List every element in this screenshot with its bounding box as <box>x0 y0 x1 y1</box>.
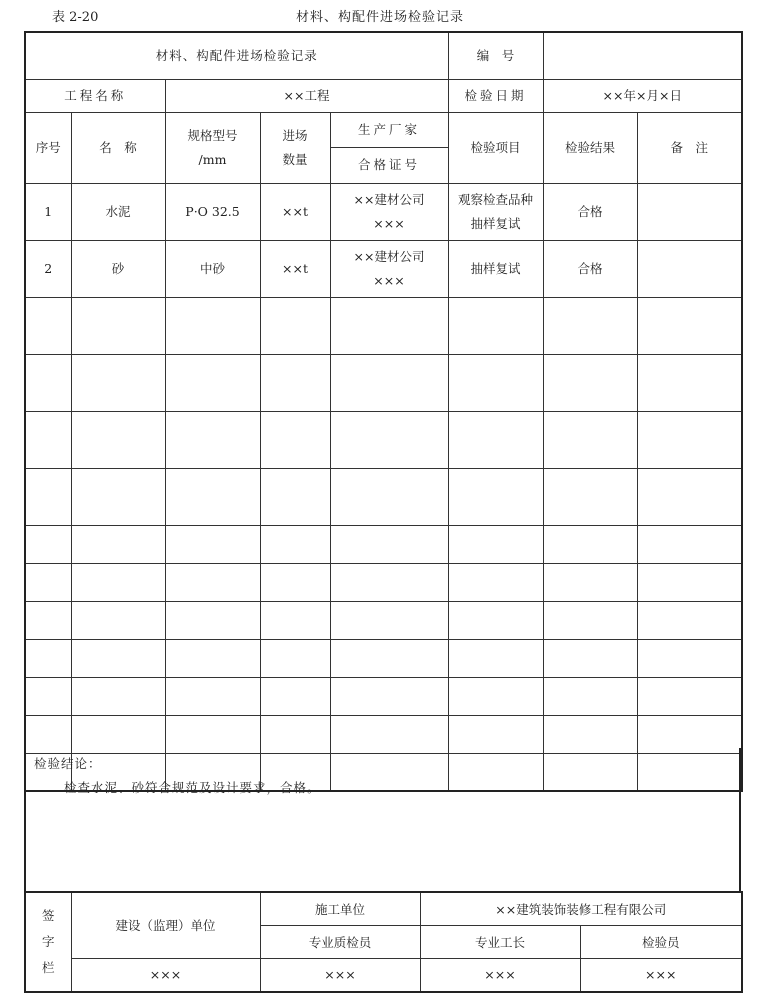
contractor-value[interactable]: ××建筑装饰装修工程有限公司 <box>420 892 742 925</box>
contractor-label: 施工单位 <box>260 892 420 925</box>
conclusion-label: 检验结论： <box>34 756 102 771</box>
conclusion-box[interactable] <box>24 748 741 891</box>
cell-item-line1: 抽样复试 <box>470 260 521 276</box>
cell-maker-cert[interactable] <box>330 183 448 240</box>
table-row-empty[interactable] <box>25 639 742 677</box>
table-row <box>25 183 742 240</box>
signature-char-3: 栏 <box>41 960 55 976</box>
cell-cert: ××× <box>373 272 405 288</box>
signature-table <box>24 891 743 993</box>
col-qty-line1: 进场 <box>282 127 308 143</box>
inspection-date-label: 检验日期 <box>448 79 543 112</box>
table-number: 表 2-20 <box>52 10 99 25</box>
cell-item-line2: 抽样复试 <box>470 215 521 231</box>
col-result: 检验结果 <box>543 112 637 183</box>
inspector-label: 检验员 <box>580 925 742 958</box>
cell-spec[interactable]: P·O 32.5 <box>165 183 260 240</box>
col-name: 名 称 <box>71 112 165 183</box>
col-qty-line2: 数量 <box>282 151 308 167</box>
cell-maker-cert[interactable] <box>330 240 448 297</box>
col-seq: 序号 <box>25 112 71 183</box>
cell-seq[interactable]: 1 <box>25 183 71 240</box>
cell-name[interactable]: 水泥 <box>71 183 165 240</box>
col-item: 检验项目 <box>448 112 543 183</box>
col-spec-unit: /mm <box>198 151 227 167</box>
col-remark: 备 注 <box>637 112 742 183</box>
number-value[interactable] <box>543 32 742 79</box>
cell-maker: ××建材公司 <box>353 191 425 207</box>
foreman-signature[interactable]: ××× <box>420 958 580 992</box>
conclusion-text: 检查水泥、砂符合规范及设计要求，合格。 <box>64 780 321 795</box>
col-spec <box>165 112 260 183</box>
owner-signature[interactable]: ××× <box>71 958 260 992</box>
table-row-empty[interactable] <box>25 563 742 601</box>
col-maker: 生产厂家 <box>330 112 448 147</box>
cell-remark[interactable] <box>637 240 742 297</box>
table-row-empty[interactable] <box>25 677 742 715</box>
table-row-empty[interactable] <box>25 601 742 639</box>
cell-remark[interactable] <box>637 183 742 240</box>
cell-maker: ××建材公司 <box>353 248 425 264</box>
cell-result[interactable]: 合格 <box>543 183 637 240</box>
inspection-date-value[interactable]: ××年×月×日 <box>543 79 742 112</box>
col-spec-label: 规格型号 <box>187 127 238 143</box>
table-row-empty[interactable] <box>25 354 742 411</box>
col-qty <box>260 112 330 183</box>
cell-result[interactable]: 合格 <box>543 240 637 297</box>
signature-char-1: 签 <box>41 907 55 923</box>
table-row-empty[interactable] <box>25 297 742 354</box>
cell-seq[interactable]: 2 <box>25 240 71 297</box>
running-title: 材料、构配件进场检验记录 <box>295 10 464 25</box>
cell-spec[interactable]: 中砂 <box>165 240 260 297</box>
cell-name[interactable]: 砂 <box>71 240 165 297</box>
project-name-label: 工程名称 <box>25 79 165 112</box>
cell-item[interactable] <box>448 183 543 240</box>
qc-label: 专业质检员 <box>260 925 420 958</box>
form-title: 材料、构配件进场检验记录 <box>25 32 448 79</box>
table-row-empty[interactable] <box>25 468 742 525</box>
cell-item[interactable] <box>448 240 543 297</box>
cell-item-line1: 观察检查品种 <box>457 191 533 207</box>
qc-signature[interactable]: ××× <box>260 958 420 992</box>
foreman-label: 专业工长 <box>420 925 580 958</box>
inspector-signature[interactable]: ××× <box>580 958 742 992</box>
owner-label: 建设（监理）单位 <box>71 892 260 958</box>
number-label: 编 号 <box>448 32 543 79</box>
signature-char-2: 字 <box>41 933 55 949</box>
cell-cert: ××× <box>373 215 405 231</box>
col-cert: 合格证号 <box>330 147 448 183</box>
table-row-empty[interactable] <box>25 525 742 563</box>
cell-qty[interactable]: ××t <box>260 183 330 240</box>
inspection-table <box>24 31 743 792</box>
project-name-value[interactable]: ××工程 <box>165 79 448 112</box>
cell-qty[interactable]: ××t <box>260 240 330 297</box>
signature-section-label <box>25 892 71 992</box>
table-row-empty[interactable] <box>25 411 742 468</box>
table-row <box>25 240 742 297</box>
